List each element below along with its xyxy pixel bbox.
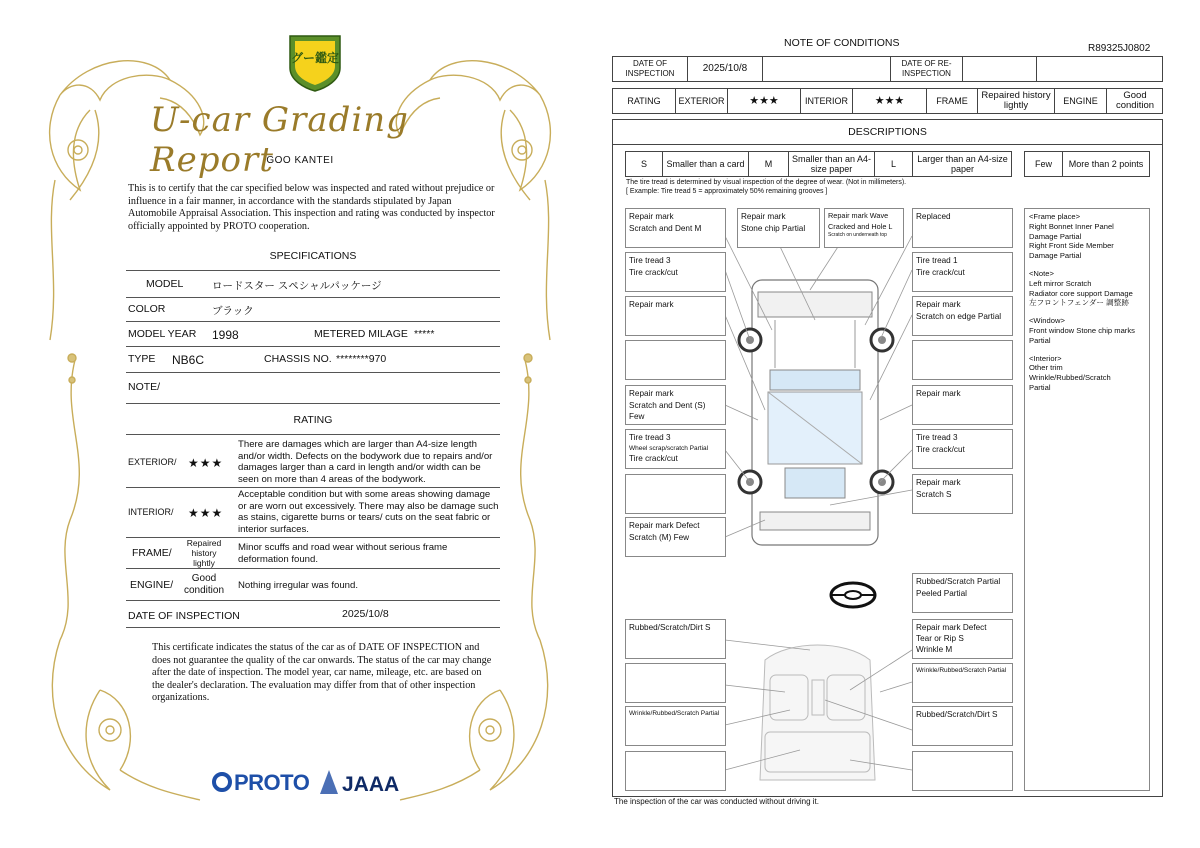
model-value: ロードスター スペシャルパッケージ (212, 280, 382, 292)
exterior-note-box (912, 208, 1013, 248)
descriptions-heading: DESCRIPTIONS (612, 119, 1163, 145)
note-line: Repair mark Defect (916, 623, 987, 632)
note-line: Wheel scrap/scratch Partial (629, 444, 709, 452)
metered-label: METERED MILAGE (314, 328, 408, 340)
note-line: Replaced (916, 212, 951, 221)
note-line: Stone chip Partial (741, 223, 806, 233)
legend-l-desc: Larger than an A4-size paper (917, 153, 1008, 174)
note-line: Tire crack/cut (629, 453, 678, 463)
exterior-note-box (912, 429, 1013, 469)
chassis-label: CHASSIS NO. (264, 353, 332, 365)
date-value: 2025/10/8 (342, 608, 389, 620)
interior-note-box-empty (625, 751, 726, 791)
exterior-note-box (625, 385, 726, 425)
note-line: Repair mark Defect (629, 521, 700, 530)
note-heading: <Note> (1029, 268, 1054, 278)
exterior-label: EXTERIOR/ (128, 457, 177, 467)
note-line: Tear or Rip S (916, 634, 964, 643)
exterior-note-box (912, 474, 1013, 514)
model-label: MODEL (146, 278, 184, 290)
goo-kantei-badge-logo (286, 30, 344, 92)
model-row (126, 270, 500, 298)
interior-heading: <Interior> (1029, 353, 1062, 363)
frame-note: Right Front Side Member (1029, 241, 1114, 251)
reinspection-date-label: DATE OF RE-INSPECTION (891, 57, 963, 81)
exterior-note-box (737, 208, 820, 248)
specifications-heading: SPECIFICATIONS (269, 250, 357, 262)
rating-heading: RATING (293, 414, 333, 426)
exterior-note-box (625, 517, 726, 557)
note-line: Rubbed/Scratch/Dirt S (629, 623, 711, 632)
condition-notes-panel (1024, 208, 1150, 791)
note-line: Rubbed/Scratch/Dirt S (916, 710, 998, 719)
note-line: Tire crack/cut (916, 267, 965, 277)
model-year-label: MODEL YEAR (128, 328, 197, 340)
exterior-note-box-empty (625, 474, 726, 514)
engine-description: Nothing irregular was found. (238, 580, 358, 591)
note-line: Scratch on underneath top (828, 232, 887, 238)
note-line: Scratch and Dent M (629, 223, 702, 233)
interior-note: Partial (1029, 382, 1051, 392)
model-year-row (126, 322, 500, 347)
note-line: Repair mark (741, 212, 786, 221)
note-row (126, 373, 500, 404)
engine-label: ENGINE/ (130, 579, 174, 591)
legend-s-desc: Smaller than a card (663, 152, 749, 176)
legend-m-desc: Smaller than an A4-size paper (789, 152, 875, 176)
certificate-title: U-car Grading Report (150, 100, 409, 180)
window-note: Partial (1029, 335, 1051, 345)
frame-label: FRAME (927, 89, 978, 113)
jaaa-logo (320, 770, 399, 797)
certificate-footer: This certificate indicates the status of the car as of DATE OF INSPECTION and does not guarantee the quality of the car onwards. The status of the car may change after the date of inspection. The model year, car name, mileage, etc. are based on the dealer's declaration. The evaluation may differ from that of other inspection organizations. (152, 642, 492, 703)
engine-label: ENGINE (1055, 89, 1107, 113)
note-line: Wrinkle/Rubbed/Scratch Partial (916, 667, 1007, 674)
interior-note-box-empty (912, 751, 1013, 791)
frame-note: Damage Partial (1029, 231, 1082, 241)
proto-logo (212, 770, 309, 796)
certificate-subtitle: GOO KANTEI (266, 155, 334, 166)
date-row (126, 601, 500, 628)
note-title: NOTE OF CONDITIONS (784, 37, 900, 49)
type-label: TYPE (128, 353, 156, 365)
general-note: Left mirror Scratch (1029, 278, 1092, 288)
exterior-rating-row (126, 434, 500, 488)
note-line: Repair mark (629, 389, 674, 398)
note-line: Repair mark (916, 389, 961, 398)
exterior-note-box-empty (625, 340, 726, 380)
note-line: Tire crack/cut (629, 267, 678, 277)
color-row (126, 297, 500, 322)
engine-value: Good condition (183, 573, 225, 596)
note-line: Wrinkle M (916, 645, 953, 654)
note-line: Tire tread 1 (916, 256, 958, 265)
note-line: Repair mark (629, 212, 674, 221)
engine-value: Good condition (1115, 89, 1155, 111)
note-line: Repair mark Wave (828, 211, 889, 220)
note-footer: The inspection of the car was conducted without driving it. (614, 797, 819, 806)
note-line: Scratch on edge Partial (916, 311, 1002, 321)
date-label: DATE OF INSPECTION (128, 610, 240, 622)
reference-number: R89325J0802 (1088, 43, 1151, 54)
note-line: Tire tread 3 (629, 433, 671, 442)
interior-note-box (912, 706, 1013, 746)
inspection-date-label: DATE OF INSPECTION (613, 57, 688, 81)
interior-note-box (912, 573, 1013, 613)
legend-s: S (626, 152, 663, 176)
interior-label: INTERIOR (801, 89, 853, 113)
frame-note: Right Bonnet Inner Panel (1029, 221, 1114, 231)
frame-value: Repaired history lightly (978, 89, 1055, 113)
tire-note-1: The tire tread is determined by visual inspection of the degree of wear. (Not in millimeters). (626, 179, 907, 186)
frame-value: Repaired history lightly (186, 538, 222, 568)
interior-note: Wrinkle/Rubbed/Scratch (1029, 373, 1111, 383)
type-value: NB6C (172, 353, 205, 367)
legend-m: M (749, 152, 789, 176)
exterior-note-box (625, 252, 726, 292)
note-line: Wrinkle/Rubbed/Scratch Partial (629, 710, 720, 717)
tire-note-2: [ Example: Tire tread 5 = approximately 50% remaining grooves ] (626, 188, 828, 195)
interior-value: ★★★ (853, 89, 927, 113)
note-line: Scratch and Dent (S) Few (629, 400, 706, 421)
note-line: Scratch S (916, 489, 952, 499)
frame-description: Minor scuffs and road wear without serious frame deformation found. (238, 542, 448, 565)
note-line: Scratch (M) Few (629, 532, 690, 542)
inspection-date-value: 2025/10/8 (688, 57, 763, 81)
interior-note-box (912, 663, 1013, 703)
proto-logo-text: PROTO (234, 770, 310, 795)
model-year-value: 1998 (212, 328, 239, 342)
interior-note-box (625, 706, 726, 746)
exterior-note-box (912, 296, 1013, 336)
exterior-note-box (912, 252, 1013, 292)
note-line: Peeled Partial (916, 588, 967, 598)
note-line: Tire tread 3 (916, 433, 958, 442)
exterior-label: EXTERIOR (676, 89, 728, 113)
legend-l: L (875, 152, 913, 176)
exterior-note-box (625, 208, 726, 248)
engine-rating-row (126, 569, 500, 601)
interior-note-box (912, 619, 1013, 659)
certificate-intro: This is to certify that the car specified below was inspected and rated without prejudice or influence in a fair manner, in accordance with the standards stipulated by Japan Automobile Appraisal Association. This inspection and rating was conducted by inspector officially appointed by PROTO cooperation. (128, 183, 495, 232)
exterior-value: ★★★ (728, 89, 801, 113)
interior-label: INTERIOR/ (128, 507, 174, 517)
type-row (126, 347, 500, 373)
note-line: Tire crack/cut (916, 444, 965, 454)
jaaa-logo-text: JAAA (342, 773, 400, 796)
color-label: COLOR (128, 303, 166, 315)
frame-rating-row (126, 538, 500, 569)
note-line: Cracked and Hole L (828, 221, 893, 231)
chassis-value: ********970 (336, 353, 387, 365)
exterior-note-box (625, 429, 726, 469)
rating-label: RATING (613, 89, 676, 113)
metered-value: ***** (414, 328, 435, 340)
exterior-note-box-empty (912, 340, 1013, 380)
color-value: ブラック (212, 305, 254, 317)
general-note: Radiator core support Damage (1029, 288, 1133, 298)
note-line: Repair mark (916, 300, 961, 309)
note-line: Tire tread 3 (629, 256, 671, 265)
window-note: Front window Stone chip marks (1029, 325, 1135, 335)
proto-mark-icon (212, 772, 232, 792)
interior-note-box (625, 619, 726, 659)
interior-note-box-empty (625, 663, 726, 703)
interior-stars: ★★★ (188, 506, 224, 520)
general-note: 左フロントフェンダー 調整跡 (1029, 298, 1129, 308)
interior-note: Other trim (1029, 363, 1063, 373)
frame-note: Damage Partial (1029, 251, 1082, 261)
note-line: Repair mark (916, 478, 961, 487)
badge-text: グー鑑定 (290, 51, 340, 65)
legend-few-desc: More than 2 points (1068, 158, 1144, 169)
note-label: NOTE/ (128, 381, 161, 393)
frame-label: FRAME/ (132, 547, 172, 559)
exterior-stars: ★★★ (188, 456, 224, 470)
note-of-conditions (600, 0, 1200, 848)
interior-description: Acceptable condition but with some areas showing damage or are worn out excessively. There may also be damage such as stains, cigarette burns or tears/ cuts on the seat fabric or interior surfaces. (238, 489, 499, 535)
note-line: Rubbed/Scratch Partial (916, 577, 1001, 586)
jaaa-mark-icon (320, 770, 338, 794)
exterior-note-box (625, 296, 726, 336)
window-heading: <Window> (1029, 316, 1065, 326)
legend-few: Few (1025, 152, 1063, 176)
exterior-description: There are damages which are larger than A4-size length and/or width. Defects on the bodywork due to repairs and/or damages larger than a card in length and/or width can be seen on more than 4 areas of the bodywork. (238, 439, 493, 485)
interior-rating-row (126, 487, 500, 538)
note-line: Repair mark (629, 300, 674, 309)
frame-place-heading: <Frame place> (1029, 212, 1081, 221)
exterior-note-box (912, 385, 1013, 425)
exterior-note-box (824, 208, 904, 248)
